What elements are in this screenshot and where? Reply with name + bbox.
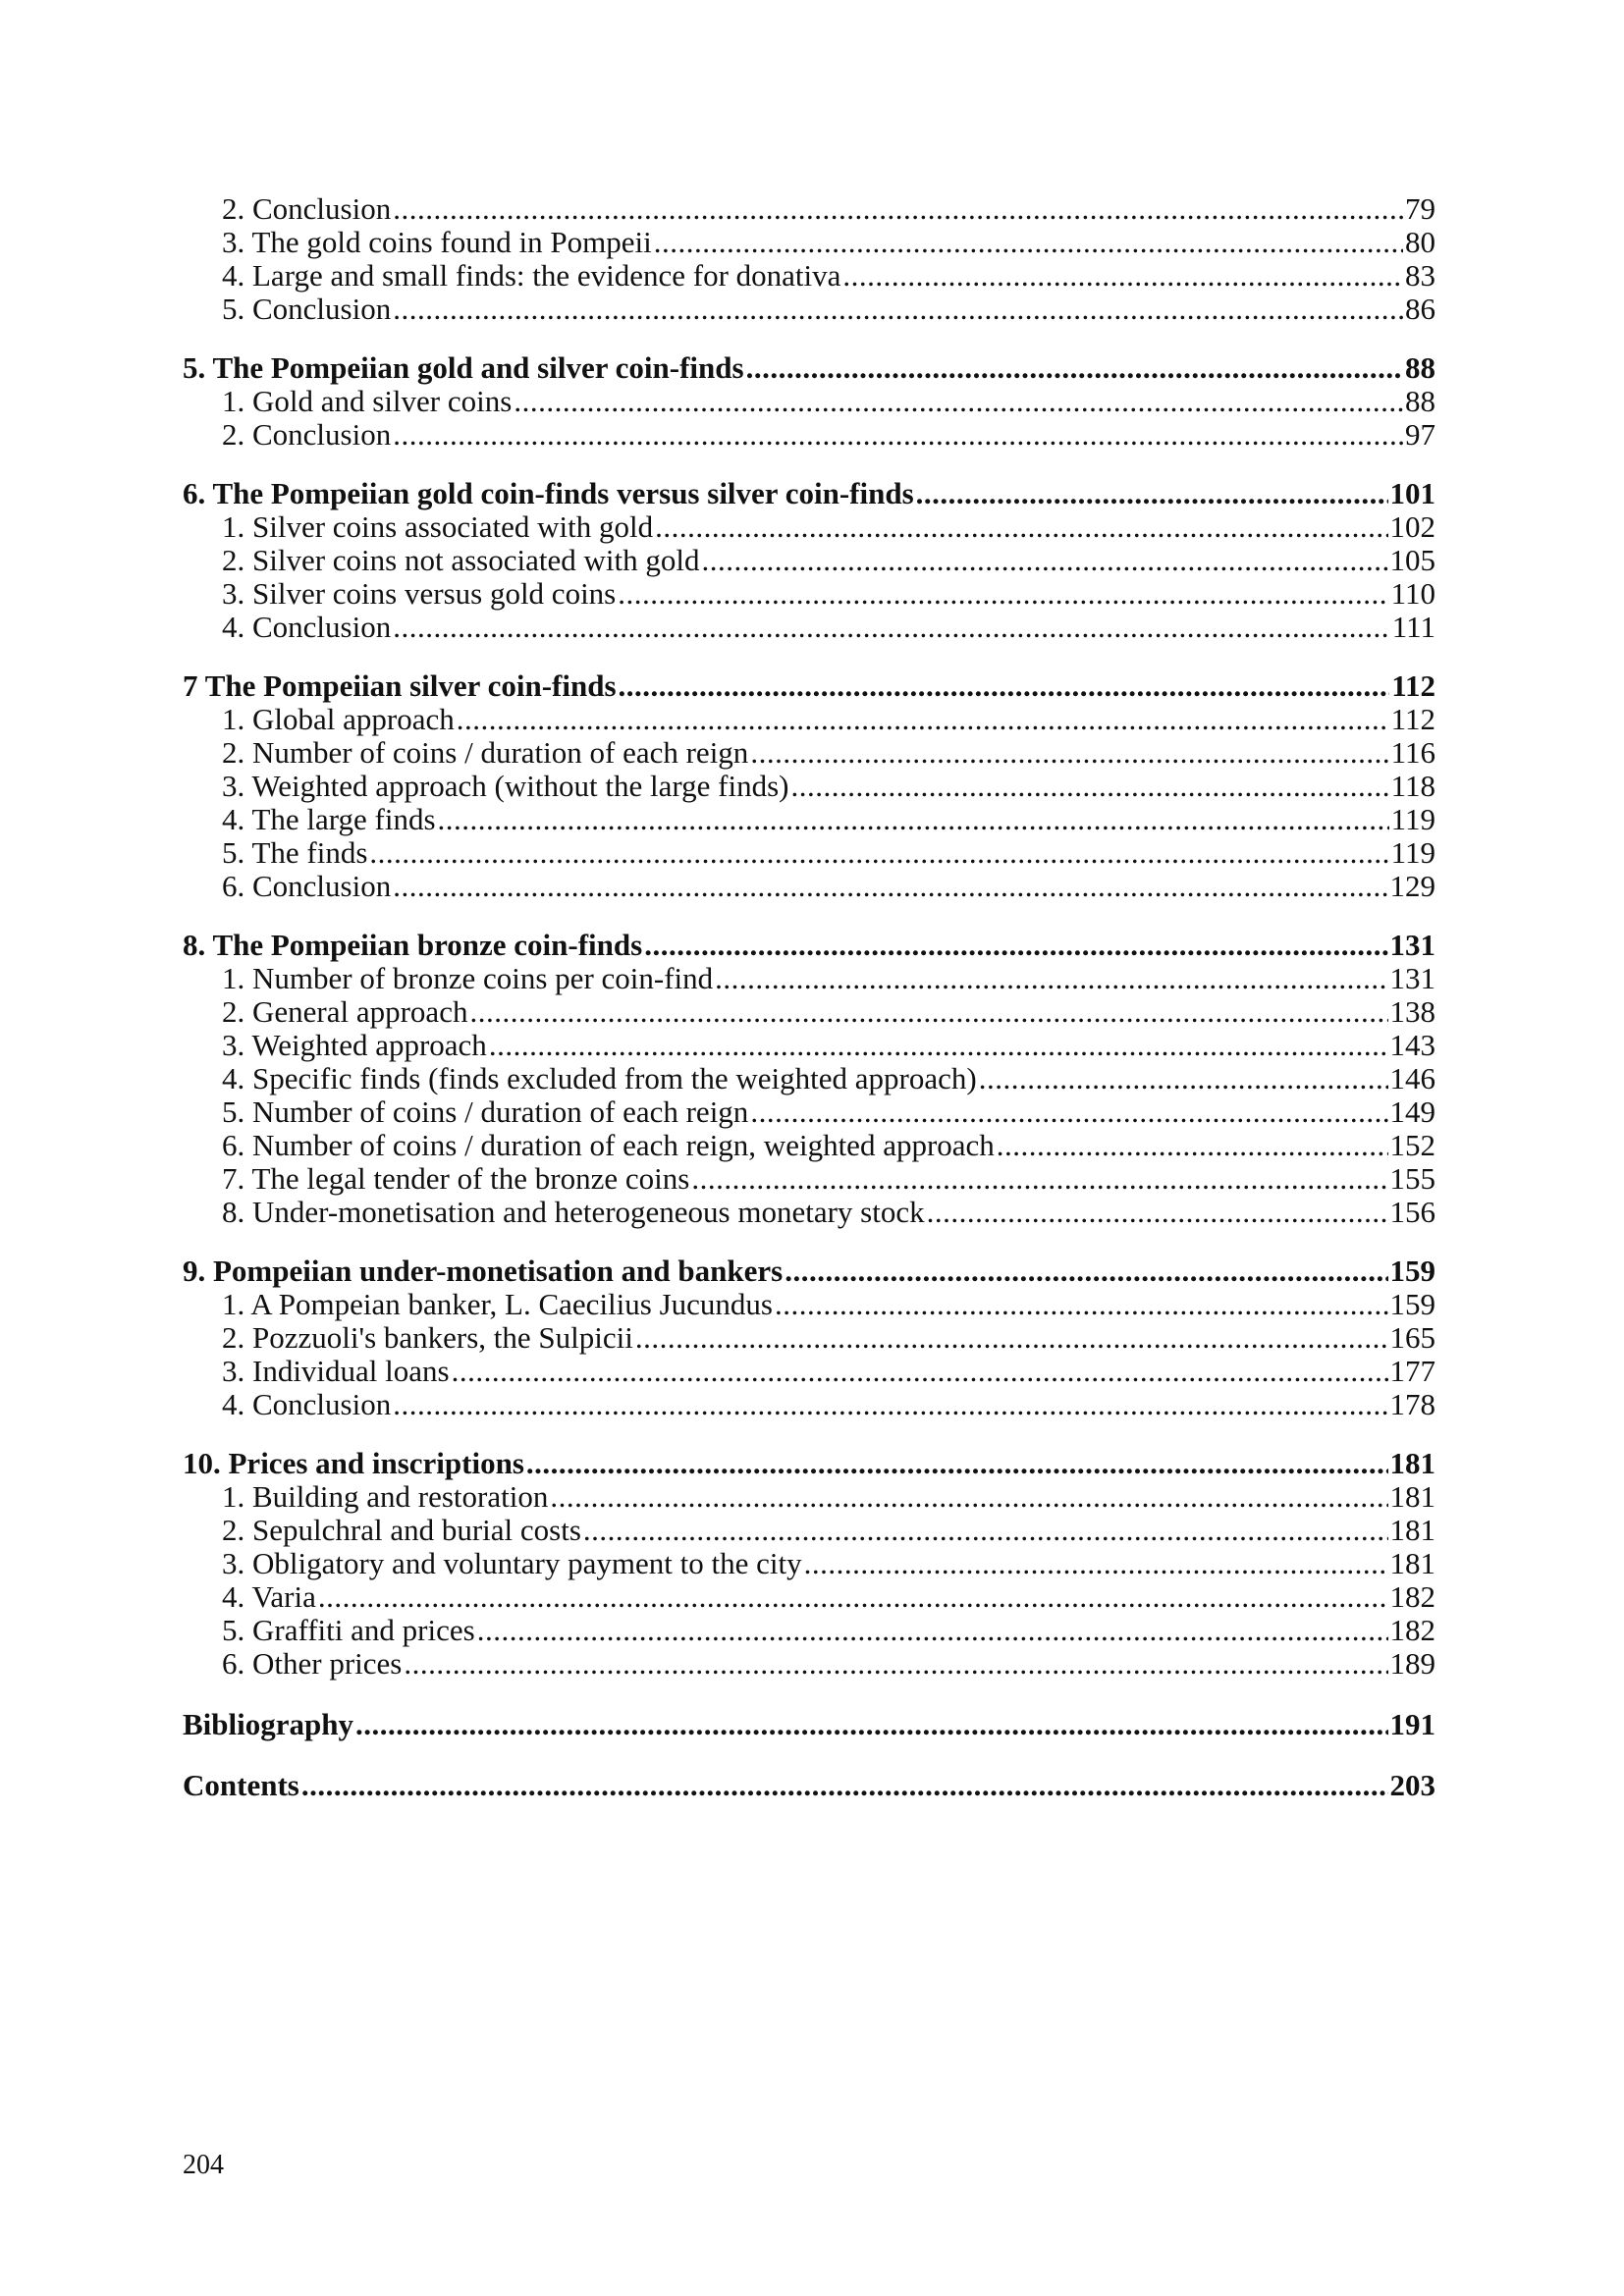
toc-entry bbox=[183, 1355, 1435, 1388]
toc-entry bbox=[183, 1580, 1435, 1614]
toc-entry bbox=[183, 259, 1435, 293]
toc-entry-page: 119 bbox=[1390, 802, 1435, 836]
toc-entry-label: 2. Conclusion bbox=[222, 417, 392, 452]
toc-entry-page: 189 bbox=[1389, 1646, 1435, 1681]
dot-leader bbox=[715, 962, 1387, 995]
toc-entry-page: 118 bbox=[1390, 769, 1435, 803]
dot-leader bbox=[618, 577, 1388, 611]
toc-entry bbox=[183, 510, 1435, 544]
page-number: 204 bbox=[183, 2150, 224, 2180]
toc-entry-page: 129 bbox=[1389, 869, 1435, 903]
toc-entry-label: 1. Building and restoration bbox=[222, 1479, 549, 1514]
toc-entry-label: 5. The Pompeiian gold and silver coin-finds bbox=[183, 350, 744, 385]
toc-entry-page: 181 bbox=[1389, 1513, 1435, 1547]
dot-leader bbox=[550, 1480, 1387, 1514]
toc-entry-label: 3. Obligatory and voluntary payment to the city bbox=[222, 1546, 802, 1580]
toc-entry bbox=[183, 577, 1435, 611]
toc-entry-page: 105 bbox=[1389, 543, 1435, 577]
toc-entry bbox=[183, 293, 1435, 326]
toc-entry-page: 149 bbox=[1389, 1095, 1435, 1129]
toc-entry-page: 110 bbox=[1390, 576, 1435, 611]
toc-entry-page: 177 bbox=[1389, 1354, 1435, 1388]
toc-entry-page: 181 bbox=[1389, 1446, 1435, 1480]
toc-heading bbox=[183, 1447, 1435, 1480]
toc-entry-page: 101 bbox=[1389, 476, 1435, 510]
toc-entry-page: 119 bbox=[1390, 835, 1435, 870]
toc-entry bbox=[183, 803, 1435, 836]
toc-entry-page: 83 bbox=[1405, 258, 1435, 293]
toc-entry-label: 2. Pozzuoli's bankers, the Sulpicii bbox=[222, 1320, 633, 1355]
toc-entry-page: 182 bbox=[1389, 1613, 1435, 1647]
toc-entry-page: 112 bbox=[1391, 668, 1435, 703]
toc-entry-label: 1. Gold and silver coins bbox=[222, 384, 513, 418]
dot-leader bbox=[775, 1288, 1388, 1321]
toc-entry-label: 2. Silver coins not associated with gold bbox=[222, 543, 700, 577]
toc-entry bbox=[183, 1647, 1435, 1681]
toc-entry bbox=[183, 1514, 1435, 1547]
dot-leader bbox=[318, 1580, 1388, 1614]
dot-leader bbox=[804, 1547, 1388, 1580]
toc-entry bbox=[183, 1288, 1435, 1321]
toc-entry bbox=[183, 736, 1435, 770]
toc-entry bbox=[183, 1614, 1435, 1647]
dot-leader bbox=[655, 510, 1387, 544]
toc-entry-label: 3. Weighted approach (without the large finds) bbox=[222, 769, 789, 803]
toc-entry-label: 2. Conclusion bbox=[222, 191, 392, 226]
toc-entry-label: 8. Under-monetisation and heterogeneous monetary stock bbox=[222, 1195, 925, 1229]
dot-leader bbox=[644, 929, 1387, 962]
dot-leader bbox=[654, 226, 1403, 259]
toc-entry-page: 159 bbox=[1389, 1287, 1435, 1321]
toc-entry-label: 2. Number of coins / duration of each reign bbox=[222, 735, 749, 770]
toc-entry bbox=[183, 1129, 1435, 1162]
dot-leader bbox=[404, 1647, 1387, 1681]
toc-entry bbox=[183, 1388, 1435, 1421]
toc-entry bbox=[183, 611, 1435, 644]
toc-entry-page: 112 bbox=[1390, 702, 1435, 736]
toc-entry-page: 88 bbox=[1405, 384, 1435, 418]
dot-leader bbox=[489, 1029, 1388, 1062]
toc-entry-label: Bibliography bbox=[183, 1707, 353, 1741]
toc-entry bbox=[183, 836, 1435, 870]
toc-entry bbox=[183, 770, 1435, 803]
dot-leader bbox=[355, 1708, 1388, 1741]
toc-entry-label: 4. The large finds bbox=[222, 802, 436, 836]
dot-leader bbox=[369, 836, 1388, 870]
dot-leader bbox=[842, 259, 1403, 293]
toc-heading bbox=[183, 669, 1435, 703]
toc-entry bbox=[183, 544, 1435, 577]
dot-leader bbox=[916, 477, 1388, 510]
dot-leader bbox=[790, 770, 1388, 803]
toc-heading bbox=[183, 1769, 1435, 1802]
dot-leader bbox=[619, 669, 1390, 703]
table-of-contents bbox=[183, 192, 1435, 1802]
toc-entry-page: 138 bbox=[1389, 994, 1435, 1029]
toc-entry-label: 3. The gold coins found in Pompeii bbox=[222, 225, 652, 259]
dot-leader bbox=[393, 418, 1403, 452]
toc-entry bbox=[183, 1029, 1435, 1062]
toc-entry-label: 1. Silver coins associated with gold bbox=[222, 509, 654, 544]
dot-leader bbox=[583, 1514, 1388, 1547]
toc-entry bbox=[183, 870, 1435, 903]
dot-leader bbox=[750, 736, 1388, 770]
toc-entry-label: 8. The Pompeiian bronze coin-finds bbox=[183, 928, 643, 962]
toc-entry-page: 182 bbox=[1389, 1579, 1435, 1614]
toc-entry-page: 178 bbox=[1389, 1387, 1435, 1421]
dot-leader bbox=[514, 385, 1403, 418]
toc-entry-label: 5. Number of coins / duration of each reign bbox=[222, 1095, 749, 1129]
dot-leader bbox=[393, 192, 1403, 226]
toc-entry-label: 7. The legal tender of the bronze coins bbox=[222, 1161, 690, 1196]
toc-entry-page: 131 bbox=[1389, 961, 1435, 995]
toc-entry-label: 3. Weighted approach bbox=[222, 1028, 487, 1062]
toc-entry-label: 3. Silver coins versus gold coins bbox=[222, 576, 617, 611]
toc-entry-label: 2. General approach bbox=[222, 994, 468, 1029]
toc-entry-label: 1. A Pompeian banker, L. Caecilius Jucundus bbox=[222, 1287, 773, 1321]
toc-entry-label: 2. Sepulchral and burial costs bbox=[222, 1513, 581, 1547]
toc-entry bbox=[183, 1162, 1435, 1196]
toc-entry bbox=[183, 962, 1435, 995]
toc-entry bbox=[183, 1547, 1435, 1580]
toc-entry-page: 203 bbox=[1389, 1768, 1435, 1802]
toc-entry bbox=[183, 995, 1435, 1029]
toc-entry-label: 7 The Pompeiian silver coin-finds bbox=[183, 668, 617, 703]
toc-entry bbox=[183, 1062, 1435, 1095]
toc-entry-label: 5. The finds bbox=[222, 835, 368, 870]
toc-entry-page: 80 bbox=[1405, 225, 1435, 259]
dot-leader bbox=[457, 703, 1389, 736]
dot-leader bbox=[393, 293, 1403, 326]
toc-entry bbox=[183, 1196, 1435, 1229]
toc-entry-page: 131 bbox=[1389, 928, 1435, 962]
toc-entry bbox=[183, 1321, 1435, 1355]
toc-entry bbox=[183, 418, 1435, 452]
toc-entry-page: 88 bbox=[1405, 350, 1435, 385]
toc-entry bbox=[183, 703, 1435, 736]
dot-leader bbox=[393, 1388, 1387, 1421]
toc-entry-page: 181 bbox=[1389, 1479, 1435, 1514]
toc-entry-page: 156 bbox=[1389, 1195, 1435, 1229]
toc-entry-label: 4. Large and small finds: the evidence for donativa bbox=[222, 258, 841, 293]
toc-heading bbox=[183, 477, 1435, 510]
dot-leader bbox=[477, 1614, 1388, 1647]
toc-entry-label: 4. Varia bbox=[222, 1579, 316, 1614]
toc-entry-page: 143 bbox=[1389, 1028, 1435, 1062]
toc-entry-label: 10. Prices and inscriptions bbox=[183, 1446, 524, 1480]
toc-entry-page: 146 bbox=[1389, 1061, 1435, 1095]
dot-leader bbox=[393, 611, 1390, 644]
toc-entry-page: 102 bbox=[1389, 509, 1435, 544]
toc-entry-label: 4. Conclusion bbox=[222, 610, 392, 644]
toc-entry bbox=[183, 1095, 1435, 1129]
dot-leader bbox=[701, 544, 1387, 577]
toc-entry-label: 6. Number of coins / duration of each reign, weighted approach bbox=[222, 1128, 995, 1162]
toc-entry-page: 86 bbox=[1405, 292, 1435, 326]
toc-entry-label: 3. Individual loans bbox=[222, 1354, 450, 1388]
toc-entry-label: 1. Global approach bbox=[222, 702, 455, 736]
toc-entry bbox=[183, 192, 1435, 226]
dot-leader bbox=[635, 1321, 1388, 1355]
toc-entry-label: 4. Conclusion bbox=[222, 1387, 392, 1421]
toc-entry-label: 5. Graffiti and prices bbox=[222, 1613, 475, 1647]
dot-leader bbox=[927, 1196, 1388, 1229]
toc-entry-page: 191 bbox=[1389, 1707, 1435, 1741]
dot-leader bbox=[785, 1255, 1387, 1288]
toc-entry-page: 116 bbox=[1390, 735, 1435, 770]
dot-leader bbox=[979, 1062, 1388, 1095]
dot-leader bbox=[997, 1129, 1388, 1162]
toc-heading bbox=[183, 1255, 1435, 1288]
toc-entry bbox=[183, 1480, 1435, 1514]
toc-entry-page: 152 bbox=[1389, 1128, 1435, 1162]
toc-heading bbox=[183, 929, 1435, 962]
dot-leader bbox=[746, 351, 1403, 385]
toc-entry-label: 6. The Pompeiian gold coin-finds versus silver coin-finds bbox=[183, 476, 914, 510]
toc-entry-page: 165 bbox=[1389, 1320, 1435, 1355]
dot-leader bbox=[750, 1095, 1387, 1129]
toc-entry-label: 6. Conclusion bbox=[222, 869, 392, 903]
dot-leader bbox=[691, 1162, 1387, 1196]
toc-entry-label: 5. Conclusion bbox=[222, 292, 392, 326]
toc-entry-page: 181 bbox=[1389, 1546, 1435, 1580]
dot-leader bbox=[469, 995, 1387, 1029]
toc-entry-label: 9. Pompeiian under-monetisation and bankers bbox=[183, 1254, 784, 1288]
toc-entry bbox=[183, 226, 1435, 259]
toc-heading bbox=[183, 1708, 1435, 1741]
dot-leader bbox=[526, 1447, 1388, 1480]
toc-entry-label: 1. Number of bronze coins per coin-find bbox=[222, 961, 714, 995]
toc-entry-page: 111 bbox=[1391, 610, 1435, 644]
toc-entry-label: 4. Specific finds (finds excluded from the weighted approach) bbox=[222, 1061, 977, 1095]
dot-leader bbox=[301, 1769, 1388, 1802]
toc-entry bbox=[183, 385, 1435, 418]
toc-entry-page: 155 bbox=[1389, 1161, 1435, 1196]
dot-leader bbox=[393, 870, 1387, 903]
toc-entry-label: Contents bbox=[183, 1768, 299, 1802]
toc-entry-label: 6. Other prices bbox=[222, 1646, 403, 1681]
toc-heading bbox=[183, 351, 1435, 385]
toc-entry-page: 159 bbox=[1389, 1254, 1435, 1288]
toc-entry-page: 97 bbox=[1405, 417, 1435, 452]
dot-leader bbox=[438, 803, 1389, 836]
dot-leader bbox=[452, 1355, 1388, 1388]
toc-entry-page: 79 bbox=[1405, 191, 1435, 226]
